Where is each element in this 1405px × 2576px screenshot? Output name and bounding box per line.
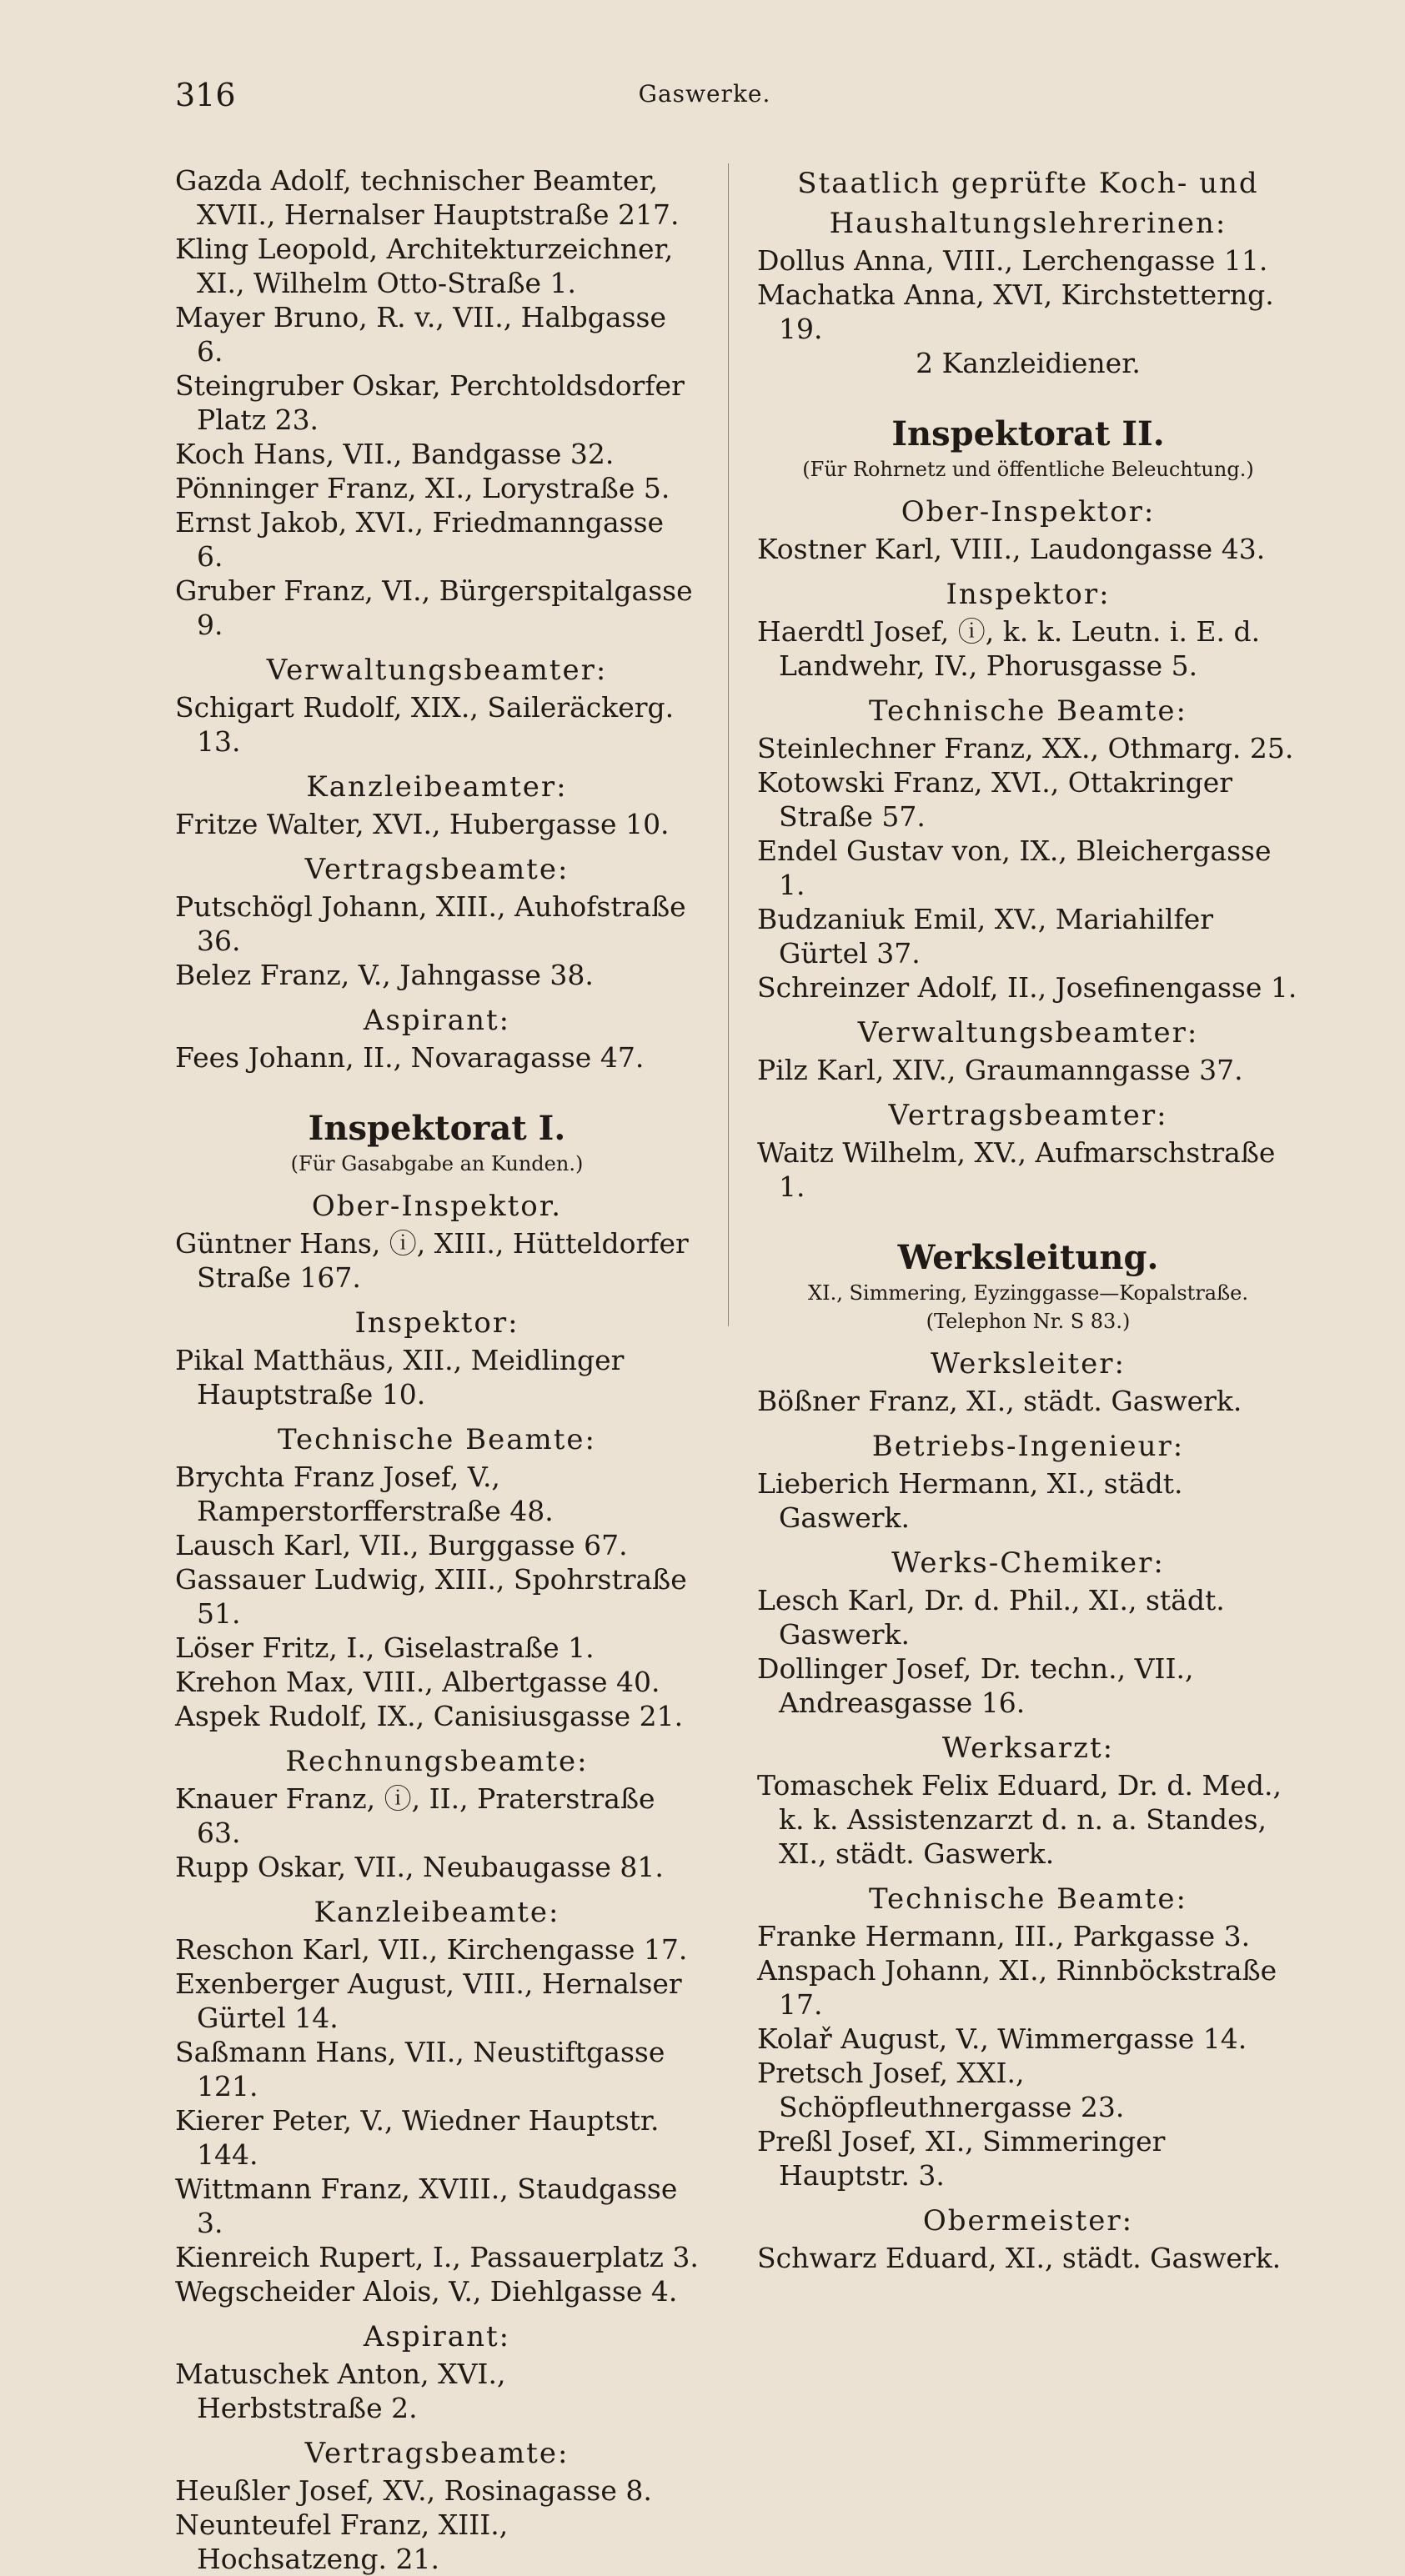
list-item: Saßmann Hans, VII., Neustiftgasse 121. — [175, 2036, 665, 2102]
list-item: Neunteufel Franz, XIII., Hochsatzeng. 21. — [175, 2508, 509, 2575]
list-item: Schigart Rudolf, XIX., Saileräckerg. 13. — [175, 691, 675, 758]
list-item: Franke Hermann, III., Parkgasse 3. — [757, 1920, 1251, 1952]
role-heading: Obermeister: — [922, 2204, 1134, 2238]
list-item: Endel Gustav von, IX., Bleichergasse 1. — [757, 834, 1272, 901]
list-item: Steinlechner Franz, XX., Othmarg. 25. — [757, 732, 1294, 764]
list-item: Knauer Franz, ⓘ, II., Praterstraße 63. — [175, 1782, 655, 1849]
staff-count: 2 Kanzleidiener. — [916, 347, 1141, 379]
list-item: Kolař August, V., Wimmergasse 14. — [757, 2022, 1247, 2055]
list-item: Brychta Franz Josef, V., Ramperstorfferstraße 48. — [175, 1461, 554, 1527]
list-item: Pönninger Franz, XI., Lorystraße 5. — [175, 472, 670, 504]
list-item: Löser Fritz, I., Giselastraße 1. — [175, 1631, 595, 1664]
section-phone: (Telephon Nr. S 83.) — [926, 1310, 1131, 1333]
page-header — [175, 77, 1234, 118]
page-number: 316 — [175, 77, 236, 113]
list-item: Kotowski Franz, XVI., Ottakringer Straße 57. — [757, 766, 1233, 833]
list-item: Pretsch Josef, XXI., Schöpfleuthnergasse 23. — [757, 2057, 1125, 2123]
list-item: Kostner Karl, VIII., Laudongasse 43. — [757, 533, 1266, 565]
running-title: Gaswerke. — [638, 80, 771, 108]
list-item: Anspach Johann, XI., Rinnböckstraße 17. — [757, 1954, 1277, 2021]
section-title: Inspektorat II. — [891, 414, 1165, 454]
list-item: Heußler Josef, XV., Rosinagasse 8. — [175, 2474, 652, 2507]
list-item: Güntner Hans, ⓘ, XIII., Hütteldorfer Straße 167. — [175, 1227, 689, 1294]
list-item: Tomaschek Felix Eduard, Dr. d. Med., k. k. Assistenzarzt d. n. a. Standes, XI., städt. Gaswerk. — [757, 1769, 1282, 1870]
column-divider — [728, 163, 729, 1326]
list-item: Gassauer Ludwig, XIII., Spohrstraße 51. — [175, 1563, 687, 1630]
section-note: (Für Rohrnetz und öffentliche Beleuchtung.) — [802, 458, 1254, 481]
role-heading: Technische Beamte: — [868, 694, 1188, 728]
role-heading: Kanzleibeamter: — [306, 770, 568, 804]
role-heading: Ober-Inspektor. — [311, 1190, 563, 1223]
section-address: XI., Simmering, Eyzinggasse—Kopalstraße. — [808, 1281, 1248, 1305]
list-item: Gruber Franz, VI., Bürgerspitalgasse 9. — [175, 574, 693, 641]
list-item: Mayer Bruno, R. v., VII., Halbgasse 6. — [175, 301, 667, 368]
role-heading: Werks-Chemiker: — [891, 1546, 1165, 1580]
list-item: Putschögl Johann, XIII., Auhofstraße 36. — [175, 890, 686, 957]
section-note: (Für Gasabgabe an Kunden.) — [290, 1152, 584, 1175]
role-heading: Werksarzt: — [941, 1732, 1115, 1765]
role-heading: Verwaltungsbeamter: — [266, 654, 608, 687]
list-item: Kienreich Rupert, I., Passauerplatz 3. — [175, 2241, 699, 2273]
role-heading: Aspirant: — [363, 2320, 511, 2353]
list-item: Wegscheider Alois, V., Diehlgasse 4. — [175, 2275, 678, 2308]
list-item: Pikal Matthäus, XII., Meidlinger Hauptstraße 10. — [175, 1344, 625, 1411]
list-item: Budzaniuk Emil, XV., Mariahilfer Gürtel 37. — [757, 903, 1214, 970]
role-heading: Ober-Inspektor: — [901, 495, 1156, 529]
list-item: Wittmann Franz, XVIII., Staudgasse 3. — [175, 2173, 678, 2239]
role-heading: Vertragsbeamte: — [304, 853, 570, 886]
list-item: Lausch Karl, VII., Burggasse 67. — [175, 1529, 628, 1561]
list-item: Dollus Anna, VIII., Lerchengasse 11. — [757, 244, 1268, 277]
list-item: Rupp Oskar, VII., Neubaugasse 81. — [175, 1851, 664, 1883]
right-column — [757, 163, 1299, 2275]
list-item: Lieberich Hermann, XI., städt. Gaswerk. — [757, 1467, 1183, 1534]
list-item: Gazda Adolf, technischer Beamter, XVII., Hernalser Hauptstraße 217. — [175, 164, 680, 231]
list-item: Waitz Wilhelm, XV., Aufmarschstraße 1. — [757, 1136, 1276, 1203]
list-item: Belez Franz, V., Jahngasse 38. — [175, 959, 594, 991]
list-item: Kling Leopold, Architekturzeichner, XI., Wilhelm Otto-Straße 1. — [175, 233, 674, 299]
list-item: Lesch Karl, Dr. d. Phil., XI., städt. Gaswerk. — [757, 1584, 1225, 1651]
list-item: Steingruber Oskar, Perchtoldsdorfer Platz 23. — [175, 369, 685, 436]
list-item: Kierer Peter, V., Wiedner Hauptstr. 144. — [175, 2104, 660, 2171]
list-item: Aspek Rudolf, IX., Canisiusgasse 21. — [175, 1700, 684, 1732]
list-item: Exenberger August, VIII., Hernalser Gürtel 14. — [175, 1967, 682, 2034]
list-item: Preßl Josef, XI., Simmeringer Hauptstr. 3. — [757, 2125, 1166, 2192]
section-title: Inspektorat I. — [308, 1109, 566, 1148]
role-heading: Inspektor: — [946, 578, 1111, 611]
role-heading: Rechnungsbeamte: — [285, 1745, 589, 1778]
role-heading: Technische Beamte: — [277, 1423, 597, 1456]
list-item: Krehon Max, VIII., Albertgasse 40. — [175, 1666, 660, 1698]
list-item: Haerdtl Josef, ⓘ, k. k. Leutn. i. E. d. Landwehr, IV., Phorusgasse 5. — [757, 615, 1261, 682]
list-item: Reschon Karl, VII., Kirchengasse 17. — [175, 1933, 688, 1966]
list-item: Koch Hans, VII., Bandgasse 32. — [175, 438, 615, 470]
list-item: Schwarz Eduard, XI., städt. Gaswerk. — [757, 2242, 1282, 2274]
role-heading: Inspektor: — [354, 1306, 519, 1340]
list-item: Machatka Anna, XVI, Kirchstetterng. 19. — [757, 278, 1274, 345]
list-item: Matuschek Anton, XVI., Herbststraße 2. — [175, 2358, 506, 2424]
list-item: Fritze Walter, XVI., Hubergasse 10. — [175, 808, 670, 840]
role-heading: Technische Beamte: — [868, 1882, 1188, 1916]
list-item: Bößner Franz, XI., städt. Gaswerk. — [757, 1385, 1242, 1417]
list-item: Schreinzer Adolf, II., Josefinengasse 1. — [757, 971, 1297, 1004]
role-heading: Kanzleibeamte: — [314, 1896, 560, 1929]
role-heading: Verwaltungsbeamter: — [857, 1016, 1199, 1050]
role-heading: Werksleiter: — [931, 1347, 1126, 1381]
role-heading: Aspirant: — [363, 1004, 511, 1037]
list-item: Fees Johann, II., Novaragasse 47. — [175, 1041, 645, 1074]
section-title: Werksleitung. — [897, 1238, 1159, 1277]
role-heading: Vertragsbeamte: — [304, 2437, 570, 2470]
list-item: Dollinger Josef, Dr. techn., VII., Andreasgasse 16. — [757, 1652, 1194, 1719]
list-item: Pilz Karl, XIV., Graumanngasse 37. — [757, 1054, 1243, 1086]
role-heading: Staatlich geprüfte Koch- und Haushaltungslehrerinen: — [797, 167, 1259, 240]
left-column — [175, 163, 699, 2576]
list-item: Ernst Jakob, XVI., Friedmanngasse 6. — [175, 506, 665, 573]
role-heading: Betriebs-Ingenieur: — [871, 1430, 1185, 1463]
role-heading: Vertragsbeamter: — [888, 1099, 1168, 1132]
